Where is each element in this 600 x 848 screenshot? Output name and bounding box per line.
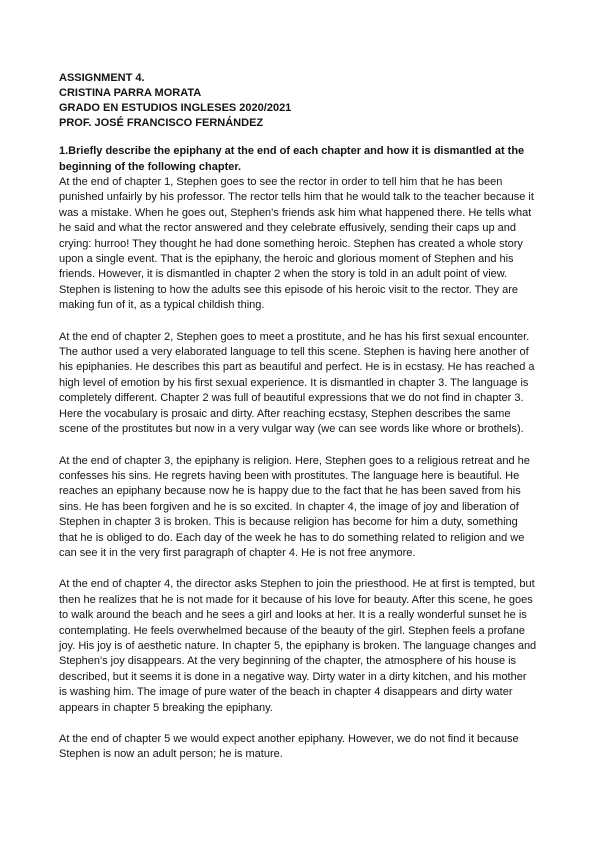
paragraph-chapter-1: At the end of chapter 1, Stephen goes to see the rector in order to tell him that he has been punished unfairly by his professor. The rector tells him that he would talk to the teacher because it was a mistake. When he goes out, Stephen's friends ask him what happened there. He tells what he said and what the rector answered and they celebrate effusively, sending their caps up and crying: hurroo! They thought he had done something heroic. Stephen has created a whole story upon a single event. That is the epiphany, the heroic and glorious moment of Stephen and his friends. However, it is dismantled in chapter 2 when the story is told in an adult point of view. Stephen is listening to how the adults see this episode of his heroic visit to the rector. They are making fun of it, as a typical childish thing.	[59, 176, 534, 312]
paragraph-chapter-3: At the end of chapter 3, the epiphany is religion. Here, Stephen goes to a religious retreat and he confesses his sins. He regrets having been with prostitutes. The language here is beautiful. He reaches an epiphany because now he is happy due to the fact that he has been saved from his sins. He has been forgiven and he is so excited. In chapter 4, the image of joy and liberation of Stephen in chapter 3 is broken. This is because religion has become for him a duty, something that he is obliged to do. Each day of the week he has to do something related to religion and we can see it in the very first paragraph of chapter 4. He is not free anymore.	[59, 454, 530, 559]
assignment-header	[59, 71, 559, 131]
question-heading: 1.Briefly describe the epiphany at the end of each chapter and how it is dismantled at the beginning of the following chapter.	[59, 145, 525, 173]
paragraph-chapter-2: At the end of chapter 2, Stephen goes to meet a prostitute, and he has his first sexual encounter. The author used a very elaborated language to tell this scene. Stephen is having here another of his epiphanies. He describes this part as beautiful and perfect. He is in ecstasy. He has reached a high level of emotion by his first sexual experience. It is dismantled in chapter 3. The language is completely different. Chapter 2 was full of beautiful expressions that we do not find in chapter 3. Here the vocabulary is prosaic and dirty. After reaching ecstasy, Stephen describes the same scene of the prostitutes but now in a very vulgar way (we can see words like whore or brothels).	[59, 330, 535, 436]
paragraph-chapter-4: At the end of chapter 4, the director asks Stephen to join the priesthood. He at first is tempted, but then he realizes that he is not made for it because of his love for beauty. After this scene, he goes to walk around the beach and he sees a girl and looks at her. It is a really wonderful sunset he is contemplating. He feels overwhelmed because of the beauty of the girl. Stephen feels a profane joy. His joy is of aesthetic nature. In chapter 5, the epiphany is broken. The language changes and Stephen's joy disappears. At the very beginning of the chapter, the atmosphere of his house is described, but it seems it is done in a negative way. Dirty water in a dirty kitchen, and his mother is washing him. The image of pure water of the beach in chapter 4 disappears and dirty water appears in chapter 5 breaking the epiphany.	[59, 578, 537, 714]
degree-line: GRADO EN ESTUDIOS INGLESES 2020/2021	[59, 102, 292, 114]
document-body	[59, 143, 537, 763]
author-name: CRISTINA PARRA MORATA	[59, 87, 202, 99]
paragraph-chapter-5: At the end of chapter 5 we would expect another epiphany. However, we do not find it because Stephen is now an adult person; he is mature.	[59, 733, 519, 761]
assignment-title: ASSIGNMENT 4.	[59, 72, 145, 84]
professor-line: PROF. JOSÉ FRANCISCO FERNÁNDEZ	[59, 117, 264, 129]
